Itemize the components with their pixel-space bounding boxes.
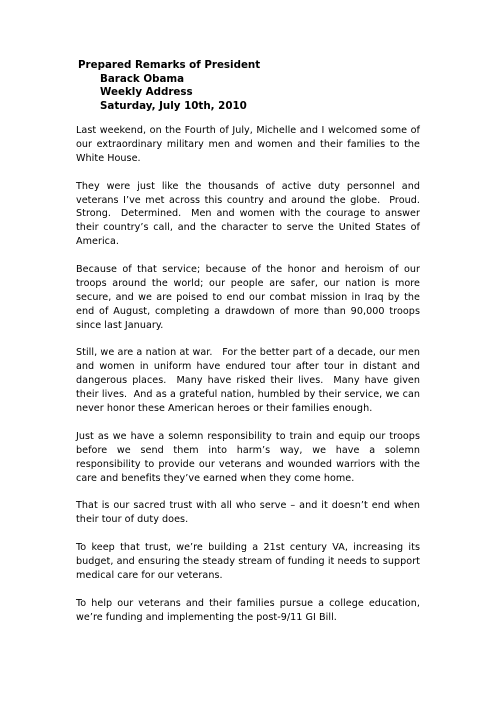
header-title: Prepared Remarks of President — [78, 59, 261, 71]
document-body — [76, 124, 427, 638]
header-date: Saturday, July 10th, 2010 — [100, 99, 247, 112]
header-event: Weekly Address — [100, 86, 193, 99]
paragraph: Because of that service; because of the honor and heroism of our troops around the world; our people are safer, our nation is more secure, and we are poised to end our combat mission in Iraq by the end of August, completing a drawdown of more than 90,000 troops since last January. — [76, 264, 424, 331]
paragraph: To help our veterans and their families pursue a college education, we’re funding and implementing the post-9/11 GI Bill. — [76, 597, 424, 623]
document-header — [78, 59, 260, 113]
paragraph: Last weekend, on the Fourth of July, Michelle and I welcomed some of our extraordinary military men and women and their families to the White House. — [76, 125, 424, 164]
paragraph: Still, we are a nation at war. For the better part of a decade, our men and women in uniform have endured tour after tour in distant and dangerous places. Many have risked their lives. Many have given their lives. And as a grateful nation, humbled by their service, we can never honor these American heroes or their families enough. — [76, 347, 424, 415]
paragraph: That is our sacred trust with all who serve – and it doesn’t end when their tour of duty does. — [76, 500, 424, 526]
paragraph: Just as we have a solemn responsibility to train and equip our troops before we send them into harm’s way, we have a solemn responsibility to provide our veterans and wounded warriors with the care and benefits they’ve earned when they come home. — [76, 430, 424, 484]
header-speaker: Barack Obama — [100, 72, 185, 85]
paragraph: To keep that trust, we’re building a 21st century VA, increasing its budget, and ensuring the steady stream of funding it needs to support medical care for our veterans. — [76, 542, 424, 581]
paragraph: They were just like the thousands of active duty personnel and veterans I’ve met across this country and around the globe. Proud. Strong. Determined. Men and women with the courage to answer their country’s call, and the character to serve the United States of America. — [76, 180, 427, 248]
